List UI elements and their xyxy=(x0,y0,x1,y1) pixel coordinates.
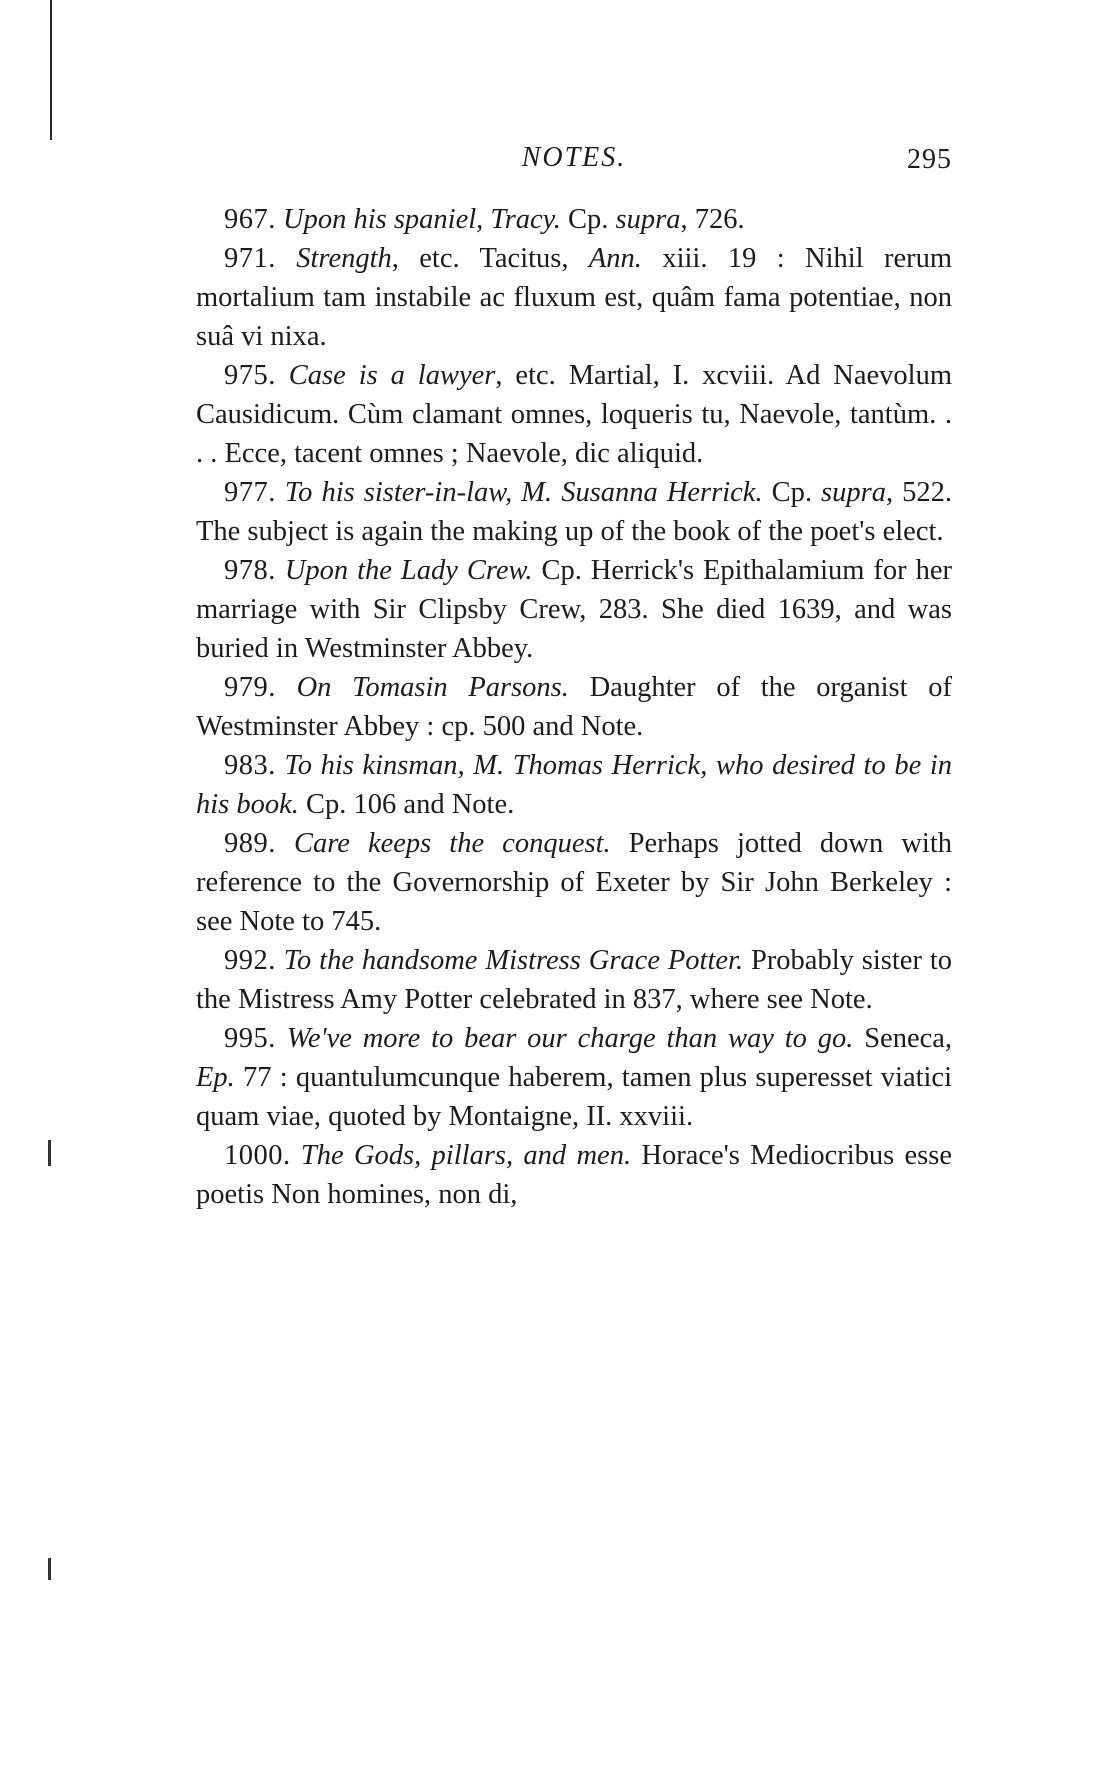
note-italic-ref: Ep. xyxy=(196,1062,235,1093)
note-title: On Tomasin Parsons. xyxy=(296,672,569,703)
note-title: Upon his spaniel, Tracy. xyxy=(283,204,561,235)
note-text: Cp. 106 and Note. xyxy=(298,789,515,820)
note-number: 967. xyxy=(224,204,276,235)
note-entry xyxy=(196,1019,952,1136)
note-title: To his kinsman, M. Thomas Herrick, who desired to be in his book. xyxy=(196,750,953,820)
note-number: 979. xyxy=(224,672,276,703)
note-text: Cp. Herrick's Epithalamium for her marriage with Sir Clipsby Crew, 283. She died 1639, and was buried in Westminster Abbey. xyxy=(196,555,952,664)
note-entry xyxy=(196,824,952,941)
note-text: , etc. Tacitus, xyxy=(391,243,589,274)
note-number: 977. xyxy=(224,477,276,508)
note-text: , 522. The subject is again the making up of the book of the poet's elect. xyxy=(196,477,953,547)
notes-list xyxy=(196,200,952,1214)
note-italic-ref: supra xyxy=(821,477,886,508)
note-entry xyxy=(196,746,952,824)
note-number: 983. xyxy=(224,750,276,781)
running-title: NOTES. xyxy=(521,142,627,173)
left-edge-rule xyxy=(50,0,52,140)
note-title: To his sister-in-law, M. Susanna Herrick. xyxy=(284,477,763,508)
note-entry xyxy=(196,668,952,746)
note-text: Seneca, xyxy=(853,1023,953,1054)
note-entry xyxy=(196,239,952,356)
note-text: Perhaps jotted down with reference to the Governorship of Exeter by Sir John Berkeley : see Note to 745. xyxy=(196,828,952,937)
note-number: 1000. xyxy=(224,1140,291,1171)
margin-mark xyxy=(48,1558,51,1580)
note-entry xyxy=(196,356,952,473)
note-entry xyxy=(196,941,952,1019)
note-text: Probably sister to the Mistress Amy Potter celebrated in 837, where see Note. xyxy=(196,945,952,1015)
note-text: Cp. xyxy=(762,477,822,508)
note-title: Strength xyxy=(296,243,392,274)
note-title: We've more to bear our charge than way to go. xyxy=(286,1023,854,1054)
note-text: Daughter of the organist of Westminster Abbey : cp. 500 and Note. xyxy=(196,672,952,742)
note-number: 989. xyxy=(224,828,276,859)
page-header xyxy=(196,142,952,182)
note-text: xiii. 19 : Nihil rerum mortalium tam instabile ac fluxum est, quâm fama potentiae, non suâ vi nixa. xyxy=(196,243,952,352)
note-title: Upon the Lady Crew. xyxy=(284,555,533,586)
note-title: Care keeps the conquest. xyxy=(293,828,611,859)
note-entry xyxy=(196,1136,952,1214)
note-title: To the handsome Mistress Grace Potter. xyxy=(283,945,744,976)
note-number: 978. xyxy=(224,555,276,586)
margin-mark xyxy=(48,1140,51,1166)
note-number: 971. xyxy=(224,243,276,274)
note-entry xyxy=(196,551,952,668)
note-entry xyxy=(196,200,952,239)
note-text: Horace's Mediocribus esse poetis Non homines, non di, xyxy=(196,1140,953,1210)
note-text: , 726. xyxy=(680,204,745,235)
note-entry xyxy=(196,473,952,551)
note-text: 77 : quantulumcunque haberem, tamen plus superesset viatici quam viae, quoted by Montaigne, II. xxviii. xyxy=(196,1062,952,1132)
note-number: 975. xyxy=(224,360,276,391)
page-number: 295 xyxy=(907,144,952,175)
note-text: Cp. xyxy=(560,204,616,235)
note-number: 992. xyxy=(224,945,276,976)
note-title: The Gods, pillars, and men. xyxy=(300,1140,632,1171)
note-text: , etc. Martial, I. xcviii. Ad Naevolum Causidicum. Cùm clamant omnes, loqueris tu, Naevole, tantùm. . . . Ecce, tacent omnes ; Naevole, dic aliquid. xyxy=(196,360,953,469)
note-title: Case is a lawyer xyxy=(288,360,496,391)
note-number: 995. xyxy=(224,1023,276,1054)
note-italic-ref: Ann. xyxy=(588,243,642,274)
note-italic-ref: supra xyxy=(615,204,681,235)
